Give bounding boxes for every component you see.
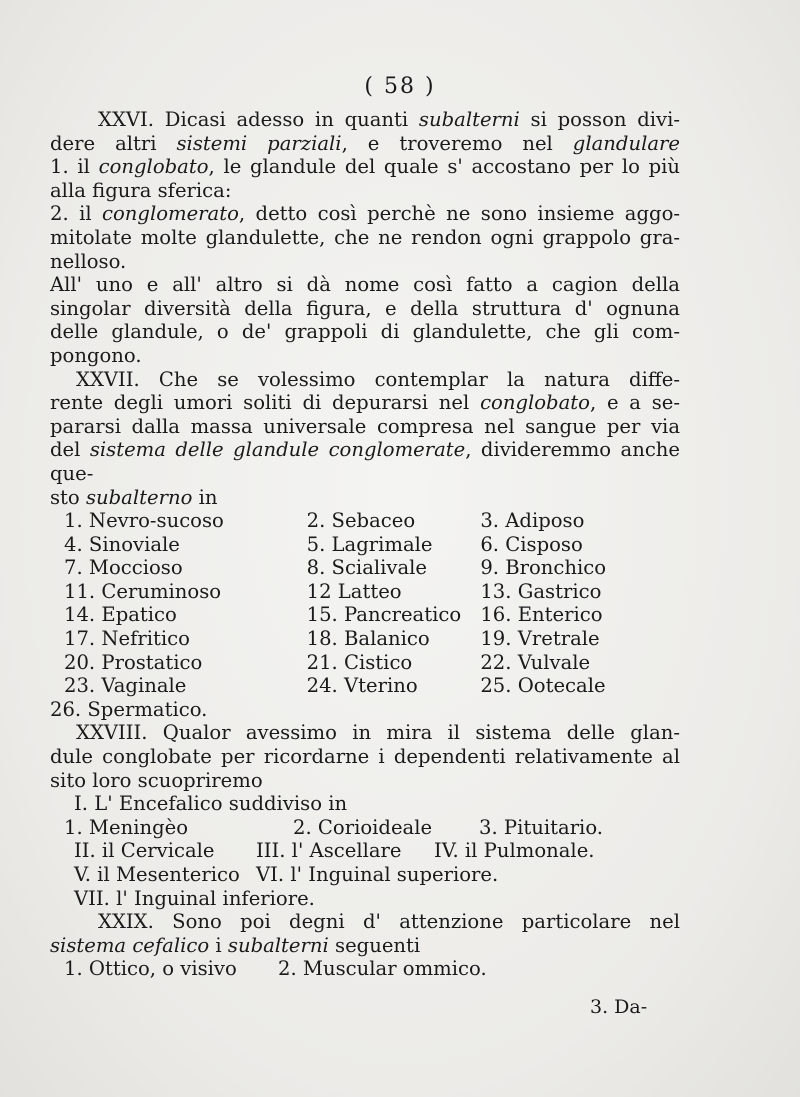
- sec29-line-1: XXIX. Sono poi degni d' attenzione particolare nel: [98, 910, 680, 934]
- sec26-line-3: 1. il conglobato, le glandule del quale s' accostano per lo più: [50, 155, 681, 179]
- sec26-line-4: alla figura sferica:: [50, 178, 232, 202]
- sec28-line-3: sito loro scuopriremo: [50, 768, 263, 792]
- sec28-line-2: dule conglobate per ricordarne i dependenti relativamente al: [50, 745, 680, 769]
- page-text: [50, 108, 680, 981]
- sec27-line-2: rente degli umori soliti di depurarsi nel conglobato, e a se-: [50, 391, 681, 415]
- sec29-line-2: sistema cefalico i subalterni seguenti: [50, 933, 421, 957]
- gland-list-row: II. il Cervicale III. l' Ascellare IV. il Pulmonale.: [74, 839, 595, 863]
- humor-list-row: 7. Moccioso 8. Scialivale 9. Bronchico: [64, 556, 607, 580]
- humor-list-row: 1. Nevro-sucoso 2. Sebaceo 3. Adiposo: [64, 509, 585, 533]
- humor-list-row: 23. Vaginale 24. Vterino 25. Ootecale: [64, 674, 606, 698]
- sec26-line-11: pongono.: [50, 343, 142, 367]
- humor-list-row: 20. Prostatico 21. Cistico 22. Vulvale: [64, 650, 591, 674]
- sec26-line-9: singolar diversità della figura, e della struttura d' ognuna: [50, 296, 680, 320]
- sec28-line-4: I. L' Encefalico suddiviso in: [74, 792, 348, 816]
- humor-list-row: 14. Epatico 15. Pancreatico 16. Enterico: [64, 603, 603, 627]
- sec26-line-1: XXVI. Dicasi adesso in quanti subalterni si posson divi-: [98, 108, 681, 131]
- sec26-line-7: nelloso.: [50, 249, 127, 273]
- gland-list-row: V. il Mesenterico VI. l' Inguinal superiore.: [74, 863, 499, 886]
- sec27-line-4: del sistema delle glandule conglomerate, divideremmo anche que-: [50, 438, 681, 485]
- sec26-line-5: 2. il conglomerato, detto così perchè ne sono insieme aggo-: [50, 202, 680, 226]
- sec27-line-3: pararsi dalla massa universale compresa nel sangue per via: [50, 414, 680, 438]
- sec28-line-1: XXVIII. Qualor avessimo in mira il sistema delle glan-: [76, 721, 680, 745]
- sec26-line-8: All' uno e all' altro si dà nome così fatto a cagion della: [50, 273, 680, 297]
- sec27-line-5: sto subalterno in: [50, 485, 218, 509]
- sec27-line-1: XXVII. Che se volessimo contemplar la natura diffe-: [76, 367, 680, 391]
- sec29-list-row: 1. Ottico, o visivo 2. Muscular ommico.: [64, 957, 487, 981]
- sec26-line-6: mitolate molte glandulette, che ne rendon ogni grappolo gra-: [50, 225, 680, 249]
- humor-list-row: 11. Ceruminoso 12 Latteo 13. Gastrico: [64, 579, 602, 603]
- page-number: ( 58 ): [364, 74, 436, 99]
- gland-list-row: 1. Meningèo 2. Corioideale 3. Pituitario.: [64, 815, 604, 839]
- sec26-line-2: dere altri sistemi parziali, e troveremo nel glandulare: [50, 131, 680, 155]
- humor-list-row: 17. Nefritico 18. Balanico 19. Vretrale: [64, 627, 600, 651]
- catchword: 3. Da-: [590, 996, 648, 1018]
- humor-list-row: 4. Sinoviale 5. Lagrimale 6. Cisposo: [64, 532, 583, 556]
- sec26-line-10: delle glandule, o de' grappoli di glandulette, che gli com-: [50, 320, 680, 344]
- humor-list-last: 26. Spermatico.: [50, 697, 208, 721]
- sec28-line-8: VII. l' Inguinal inferiore.: [74, 886, 315, 910]
